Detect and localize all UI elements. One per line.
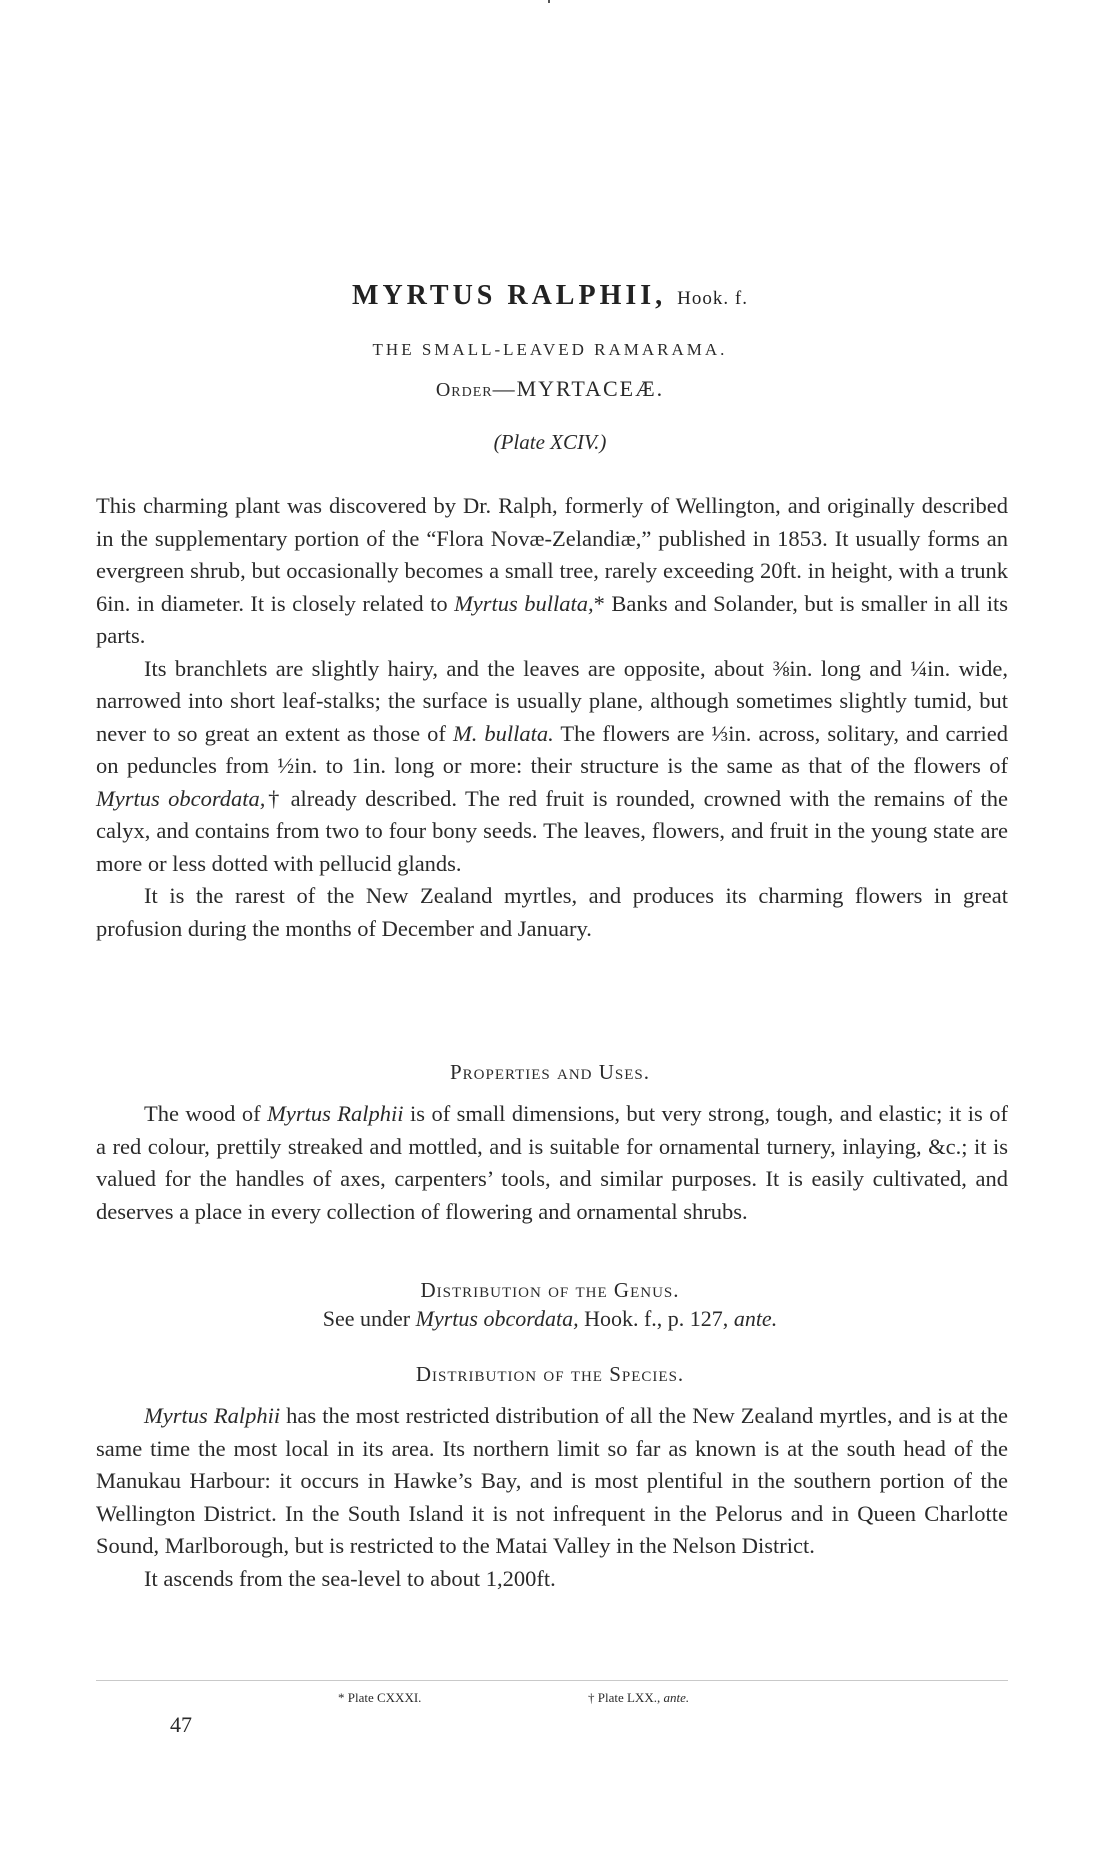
text-run: * Banks and Solander, but is smaller in all its parts.	[96, 590, 1008, 648]
heading-properties: Properties and Uses.	[449, 1060, 651, 1084]
text-run: is of small dimensions, but very strong, tough, and elastic; it is of a red colour, prettily streaked and mottled, and is suitable for ornamental turnery, inlaying, &c.; it is valued for the handles of axes, carpenters’ tools, and similar purposes. It is easily cultivated, and deserves a place in every collection of flowering and ornamental shrubs.	[96, 1101, 1008, 1224]
distribution-text	[96, 1400, 1008, 1595]
text-run: See under	[322, 1306, 416, 1331]
italic-run: ante.	[733, 1306, 778, 1331]
footnote-rule	[96, 1680, 1008, 1681]
text-run: This charming plant was discovered by Dr. Ralph, formerly of Wellington, and originally described in the supplementary portion of the “Flora Novæ-Zelandiæ,” published in 1853. It usually forms an evergreen shrub, but occasionally becomes a small tree, rarely exceeding 20ft. in height, with a trunk 6in. in diameter. It is closely related to	[96, 493, 1008, 616]
text-run: Its branchlets are slightly hairy, and the leaves are opposite, about ⅜in. long and ¼in. wide, narrowed into short leaf-stalks; the surface is usually plane, although sometimes slightly tumid, but never to so great an extent as those of	[96, 655, 1008, 746]
text-run: The flowers are ⅓in. across, solitary, and carried on peduncles from ½in. to 1in. long or more: their structure is the same as that of the flowers of	[96, 720, 1008, 778]
page-number: 47	[170, 1712, 192, 1737]
paragraph-6: It ascends from the sea-level to about 1,200ft.	[144, 1565, 556, 1591]
paragraph-3: It is the rarest of the New Zealand myrtles, and produces its charming flowers in great profusion during the months of December and January.	[96, 883, 1008, 941]
title-authority: Hook. f.	[677, 288, 748, 309]
italic-run: Myrtus obcordata,	[415, 1306, 579, 1331]
heading-genus: Distribution of the Genus.	[420, 1278, 680, 1302]
italic-run: Myrtus Ralphii	[267, 1101, 404, 1126]
italic-run: Myrtus bullata,	[454, 590, 594, 616]
order-line	[80, 376, 1020, 402]
footnote-2	[588, 1690, 689, 1706]
italic-run: M. bullata.	[452, 720, 554, 746]
text-run: Hook. f., p. 127,	[578, 1306, 734, 1331]
properties-text	[96, 1098, 1008, 1228]
paragraph-4	[96, 1098, 1008, 1228]
print-speck	[548, 0, 550, 3]
common-name: THE SMALL-LEAVED RAMARAMA.	[372, 340, 728, 359]
footnote-1: * Plate CXXXI.	[338, 1690, 422, 1705]
species-title	[80, 280, 1020, 312]
paragraph-2	[96, 653, 1008, 881]
italic-run: Myrtus Ralphii	[144, 1403, 281, 1428]
text-run: † already described. The red fruit is rounded, crowned with the remains of the calyx, and contains from two to four bony seeds. The leaves, flowers, and fruit in the young state are more or less dotted with pellucid glands.	[96, 785, 1008, 876]
paragraph-5	[96, 1400, 1008, 1563]
paragraph-1	[96, 490, 1008, 653]
title-name: MYRTUS RALPHII,	[352, 280, 667, 311]
text-run: has the most restricted distribution of all the New Zealand myrtles, and is at the same time the most local in its area. Its northern limit so far as known is at the south head of the Manukau Harbour: it occurs in Hawke’s Bay, and is most plentiful in the southern portion of the Wellington District. In the South Island it is not infrequent in the Pelorus and in Queen Charlotte Sound, Marlborough, but is restricted to the Matai Valley in the Nelson District.	[96, 1403, 1008, 1558]
plate-reference: (Plate XCIV.)	[493, 430, 607, 454]
text-run: † Plate LXX.,	[588, 1690, 664, 1705]
description-text	[96, 490, 1008, 945]
heading-species: Distribution of the Species.	[415, 1362, 685, 1386]
see-under-line	[80, 1306, 1020, 1332]
text-run: The wood of	[144, 1101, 268, 1126]
italic-run: ante.	[663, 1690, 690, 1705]
order-name: —MYRTACEÆ.	[492, 376, 665, 401]
order-label: Order	[435, 379, 493, 401]
italic-run: Myrtus obcordata,	[96, 785, 266, 811]
